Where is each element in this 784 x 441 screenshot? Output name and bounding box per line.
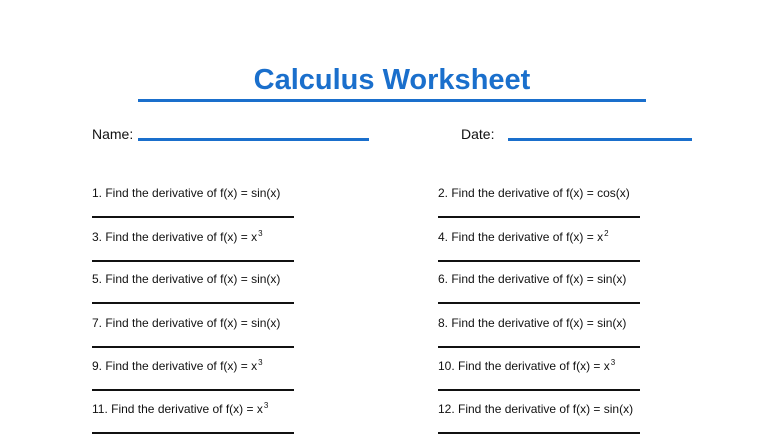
- question-function: sin(x): [597, 272, 627, 286]
- answer-line[interactable]: [438, 432, 640, 434]
- question-function: x: [603, 359, 610, 373]
- question-text: [92, 186, 280, 200]
- question-function: cos(x): [597, 186, 630, 200]
- question-text: [92, 359, 263, 373]
- answer-line[interactable]: [438, 389, 640, 391]
- question-function: x: [597, 230, 604, 244]
- answer-line[interactable]: [92, 346, 294, 348]
- question-exponent: 3: [610, 358, 616, 367]
- name-label: Name:: [92, 126, 134, 142]
- answer-line[interactable]: [438, 346, 640, 348]
- question-prompt: 9. Find the derivative of f(x) =: [92, 359, 252, 373]
- question-function: sin(x): [251, 186, 281, 200]
- date-field[interactable]: [508, 138, 692, 141]
- question-prompt: 6. Find the derivative of f(x) =: [438, 272, 598, 286]
- page-title: Calculus Worksheet: [253, 64, 531, 96]
- question-function: sin(x): [251, 316, 281, 330]
- question-text: [92, 316, 280, 330]
- answer-line[interactable]: [438, 260, 640, 262]
- question-prompt: 7. Find the derivative of f(x) =: [92, 316, 252, 330]
- title-underline: [138, 99, 646, 102]
- question-function: sin(x): [603, 402, 634, 416]
- answer-line[interactable]: [92, 302, 294, 304]
- answer-line[interactable]: [92, 389, 294, 391]
- name-field[interactable]: [138, 138, 369, 141]
- question-prompt: 4. Find the derivative of f(x) =: [438, 230, 598, 244]
- question-exponent: 3: [263, 401, 269, 410]
- question-text: [438, 316, 626, 330]
- question-prompt: 11. Find the derivative of f(x) =: [92, 402, 257, 416]
- answer-line[interactable]: [92, 432, 294, 434]
- question-text: [438, 402, 633, 416]
- question-text: [438, 186, 630, 200]
- answer-line[interactable]: [438, 302, 640, 304]
- question-text: [438, 230, 609, 244]
- answer-line[interactable]: [92, 216, 294, 218]
- question-prompt: 12. Find the derivative of f(x) =: [438, 402, 604, 416]
- question-prompt: 1. Find the derivative of f(x) =: [92, 186, 252, 200]
- answer-line[interactable]: [438, 216, 640, 218]
- answer-line[interactable]: [92, 260, 294, 262]
- question-prompt: 2. Find the derivative of f(x) =: [438, 186, 598, 200]
- question-function: x: [256, 402, 263, 416]
- question-exponent: 3: [258, 358, 263, 367]
- question-prompt: 8. Find the derivative of f(x) =: [438, 316, 598, 330]
- question-text: [92, 402, 268, 416]
- question-prompt: 10. Find the derivative of f(x) =: [438, 359, 604, 373]
- question-text: [438, 359, 615, 373]
- question-prompt: 5. Find the derivative of f(x) =: [92, 272, 252, 286]
- question-text: [92, 230, 263, 244]
- question-function: sin(x): [597, 316, 627, 330]
- question-exponent: 2: [604, 229, 609, 238]
- question-text: [438, 272, 626, 286]
- question-prompt: 3. Find the derivative of f(x) =: [92, 230, 252, 244]
- date-label: Date:: [461, 126, 495, 142]
- question-function: x: [251, 359, 258, 373]
- question-function: x: [251, 230, 258, 244]
- question-text: [92, 272, 280, 286]
- question-function: sin(x): [251, 272, 281, 286]
- question-exponent: 3: [258, 229, 263, 238]
